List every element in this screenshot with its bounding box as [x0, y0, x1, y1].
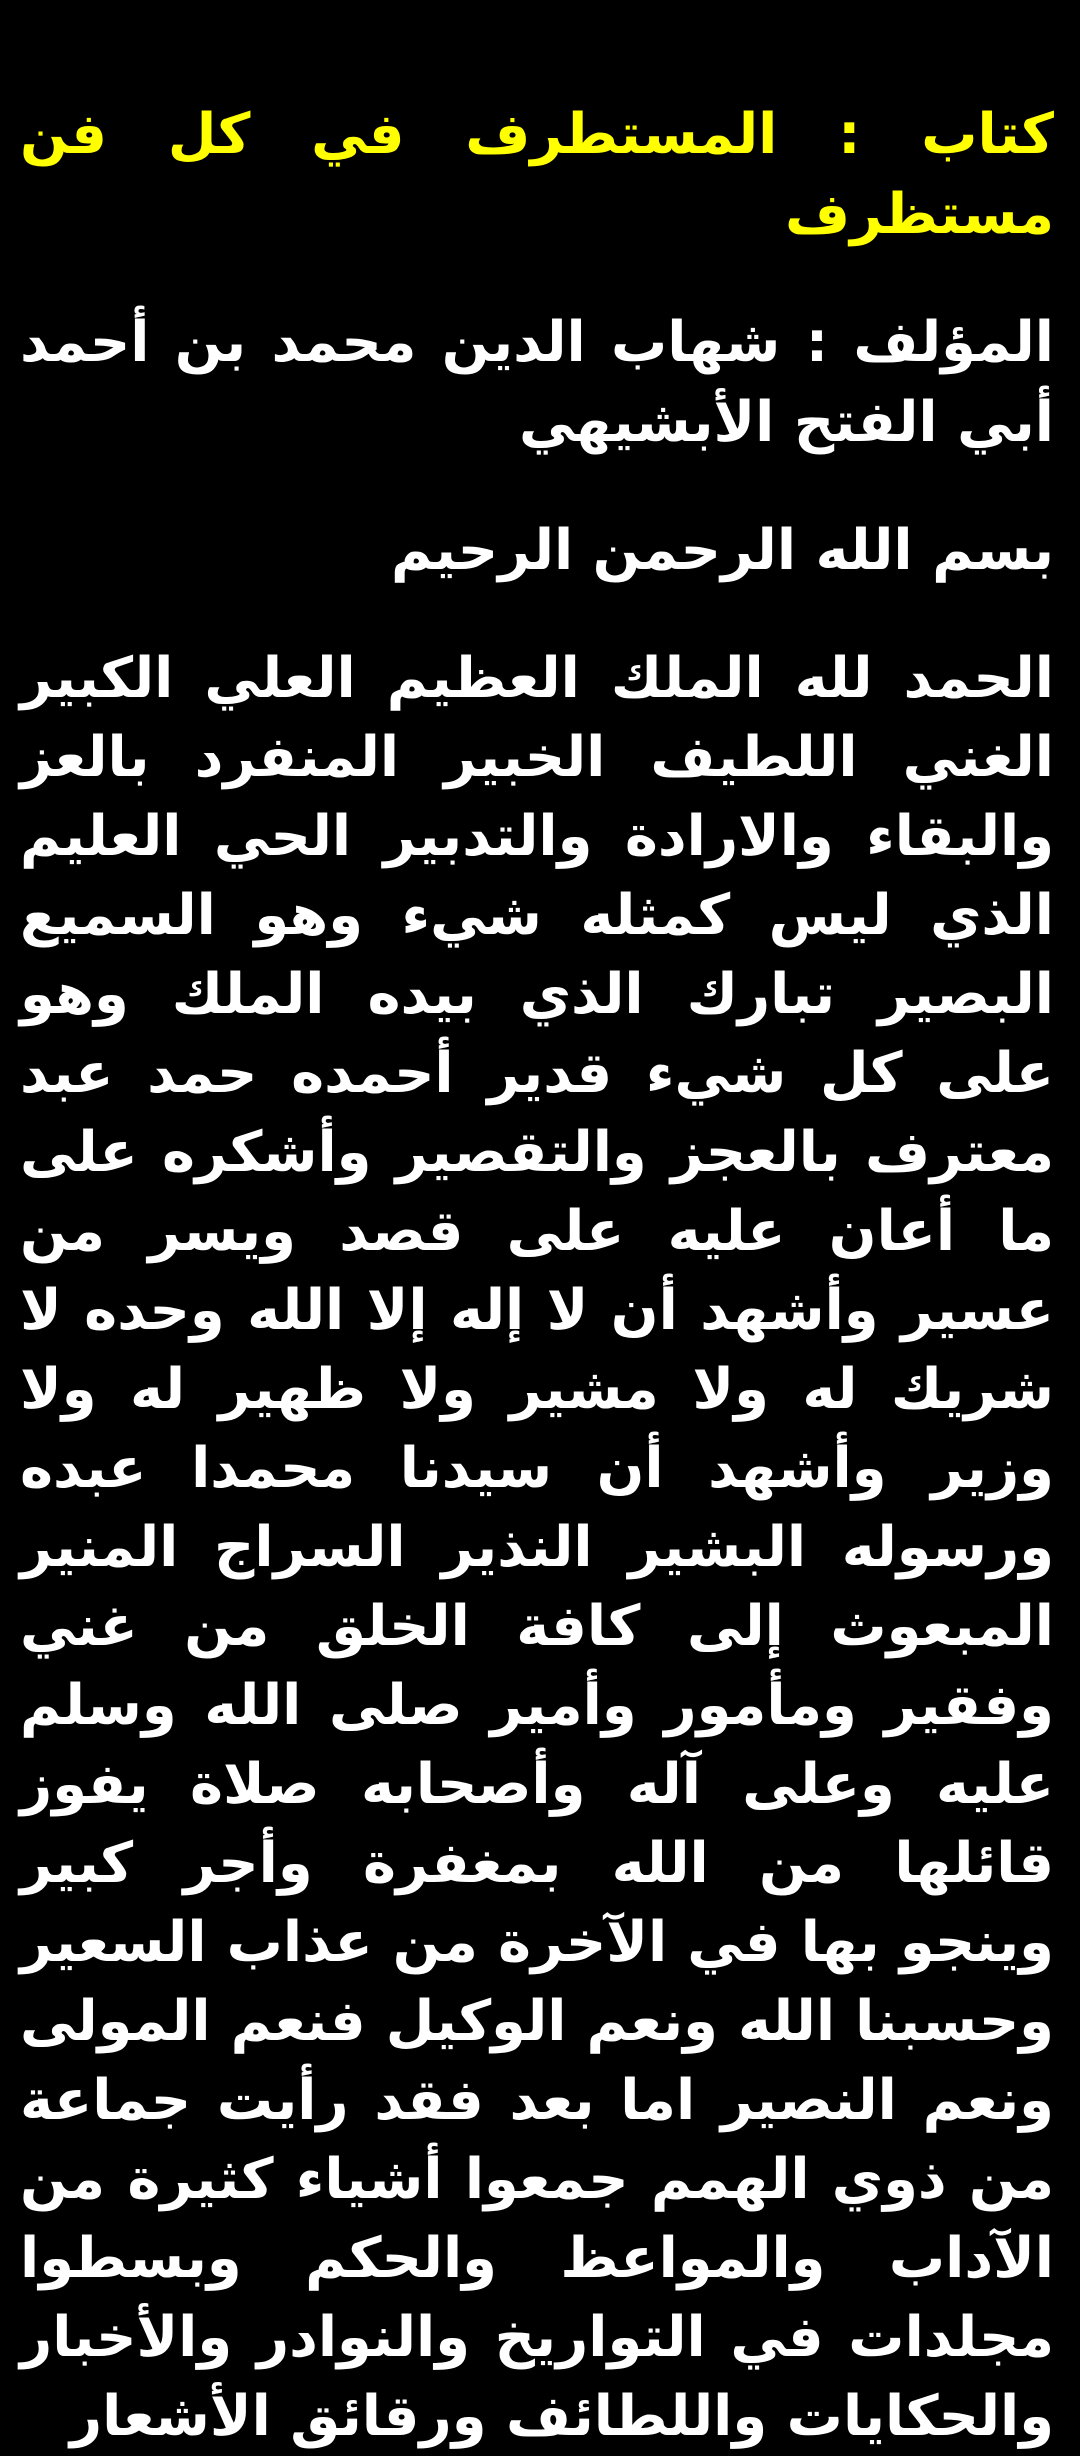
book-body-text: الحمد لله الملك العظيم العلي الكبير الغني اللطيف الخبير المنفرد بالعز والبقاء والارادة والتدبير الحي العليم الذي ليس كمثله شيء وهو السميع البصير تبارك الذي بيده الملك وهو على كل شيء قدير أحمده حمد عبد معترف بالعجز والتقصير وأشكره على ما أعان عليه على قصد ويسر من عسير وأشهد أن لا إله إلا الله وحده لا شريك له ولا مشير ولا ظهير له ولا وزير وأشهد أن سيدنا محمدا عبده ورسوله البشير النذير السراج المنير المبعوث إلى كافة الخلق من غني وفقير ومأمور وأمير صلى الله وسلم عليه وعلى آله وأصحابه صلاة يفوز قائلها من الله بمغفرة وأجر كبير وينجو بها في الآخرة من عذاب السعير وحسبنا الله ونعم الوكيل فنعم المولى ونعم النصير اما بعد فقد رأيت جماعة من ذوي الهمم جمعوا أشياء كثيرة من الآداب والمواعظ والحكم وبسطوا مجلدات في التواريخ والنوادر والأخبار والحكايات واللطائف ورقائق الأشعار — [20, 646, 1054, 2449]
book-title: كتاب : المستطرف في كل فن مستظرف — [20, 102, 1054, 247]
book-author: المؤلف : شهاب الدين محمد بن أحمد أبي الفتح الأبشيهي — [20, 310, 1054, 455]
basmala-heading: بسم الله الرحمن الرحيم — [390, 518, 1054, 583]
